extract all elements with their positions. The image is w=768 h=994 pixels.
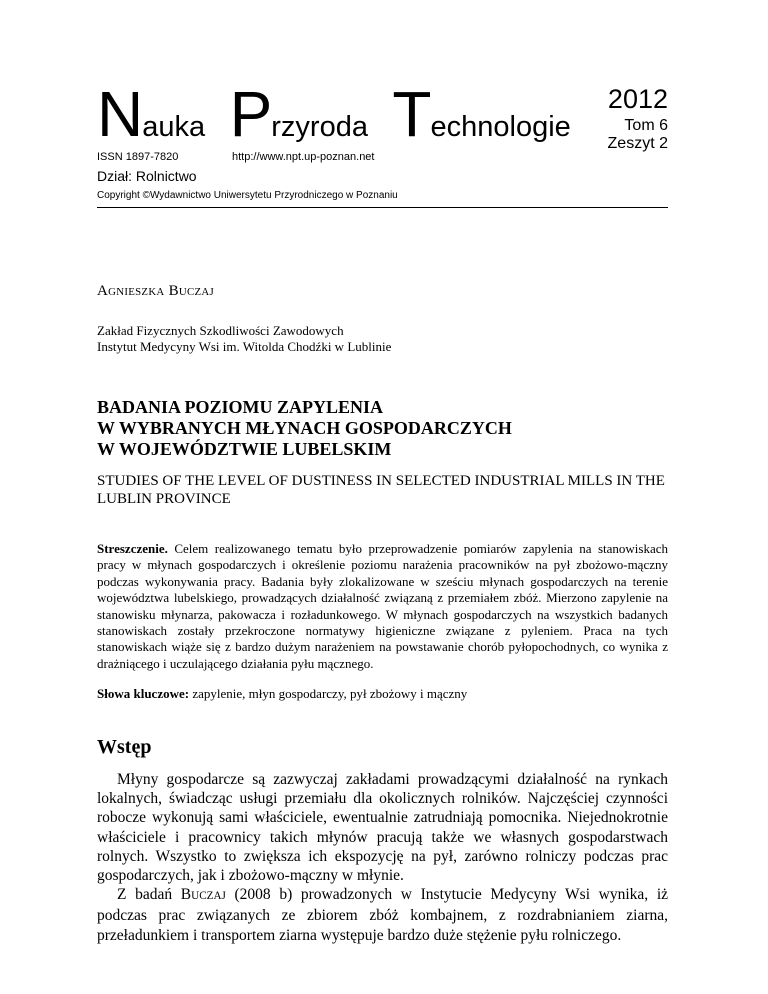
header-divider [97,207,668,208]
section-heading: Wstęp [97,736,152,758]
journal-url[interactable]: http://www.npt.up-poznan.net [232,151,375,163]
abstract-label: Streszczenie. [97,541,168,556]
body-paragraph: Młyny gospodarcze są zazwyczaj zakładami prowadzącymi działalność na rynkach lokalnych, świadcząc usługi przemiału dla okolicznych rolników. Najczęściej czynności robocze wykonują sami właściciele, ewentualnie zatrudniają pomocnika. Niejednokrotnie właściciele i pracownicy takich młynów pracują także we własnych gospodarstwach rolnych. Wszystko to zwiększa ich ekspozycję na pył, zarówno rolniczy podczas prac gospodarczych, jak i zbożowo-mączny w młynie. [97,771,668,885]
abstract [97,541,668,672]
affiliation-line: Zakład Fizycznych Szkodliwości Zawodowych [97,323,344,338]
journal-section: Dział: Rolnictwo [97,168,197,184]
journal-title-word: Technologie [392,78,571,150]
author-affiliation [97,323,391,355]
journal-issue: Zeszyt 2 [607,135,668,152]
article-title-english: STUDIES OF THE LEVEL OF DUSTINESS IN SELECTED INDUSTRIAL MILLS IN THE LUBLIN PROVINCE [97,473,665,507]
author-name: AGNIESZKA BUCZAJ [97,283,214,299]
journal-title-word: Przyroda [229,78,368,150]
article-title-polish: BADANIA POZIOMU ZAPYLENIA W WYBRANYCH MŁYNACH GOSPODARCZYCH W WOJEWÓDZTWIE LUBELSKIM [97,397,512,459]
citation-author: BUCZAJ [180,886,226,904]
abstract-text: Celem realizowanego tematu było przeprowadzenie pomiarów zapylenia na stanowiskach pracy w młynach gospodarczych i określenie poziomu narażenia pracowników na pył zbożowo-mączny podczas wykonywania pracy. Badania były zlokalizowane w sześciu młynach gospodarczych na terenie województwa lubelskiego, prowadzących działalność związaną z przemiałem zbóż. Mierzono zapylenie na stanowisku młynarza, pakowacza i rozładunkowego. W młynach gospodarczych na wszystkich badanych stanowiskach zostały przekroczone normatywy higieniczne związane z pyleniem. Praca na tych stanowiskach wiąże się z bardzo dużym narażeniem na powstawanie chorób pyłopochodnych, co wynika z drażniącego i uczulającego działania pyłu mącznego. [97,541,668,671]
journal-volume-issue [608,117,668,153]
keywords-label: Słowa kluczowe: [97,686,190,701]
journal-issn: ISSN 1897-7820 [97,151,179,163]
journal-title-word: Nauka [97,78,206,150]
journal-volume: Tom 6 [624,117,668,134]
affiliation-line: Instytut Medycyny Wsi im. Witolda Chodźki w Lublinie [97,339,392,354]
body-paragraph: Z badań BUCZAJ (2008 b) prowadzonych w Instytucie Medycyny Wsi wynika, iż podczas prac związanych ze zbiorem zbóż kombajnem, z rozdrabnianiem ziarna, przeładunkiem i transportem ziarna występuje bardzo duże stężenie pyłu rolniczego. [97,886,669,944]
journal-year: 2012 [607,84,668,114]
keywords-text: zapylenie, młyn gospodarczy, pył zbożowy i mączny [192,686,468,701]
journal-copyright: Copyright ©Wydawnictwo Uniwersytetu Przyrodniczego w Poznaniu [97,190,398,201]
keywords [97,686,668,702]
journal-title [97,78,571,150]
body-text [97,770,668,945]
